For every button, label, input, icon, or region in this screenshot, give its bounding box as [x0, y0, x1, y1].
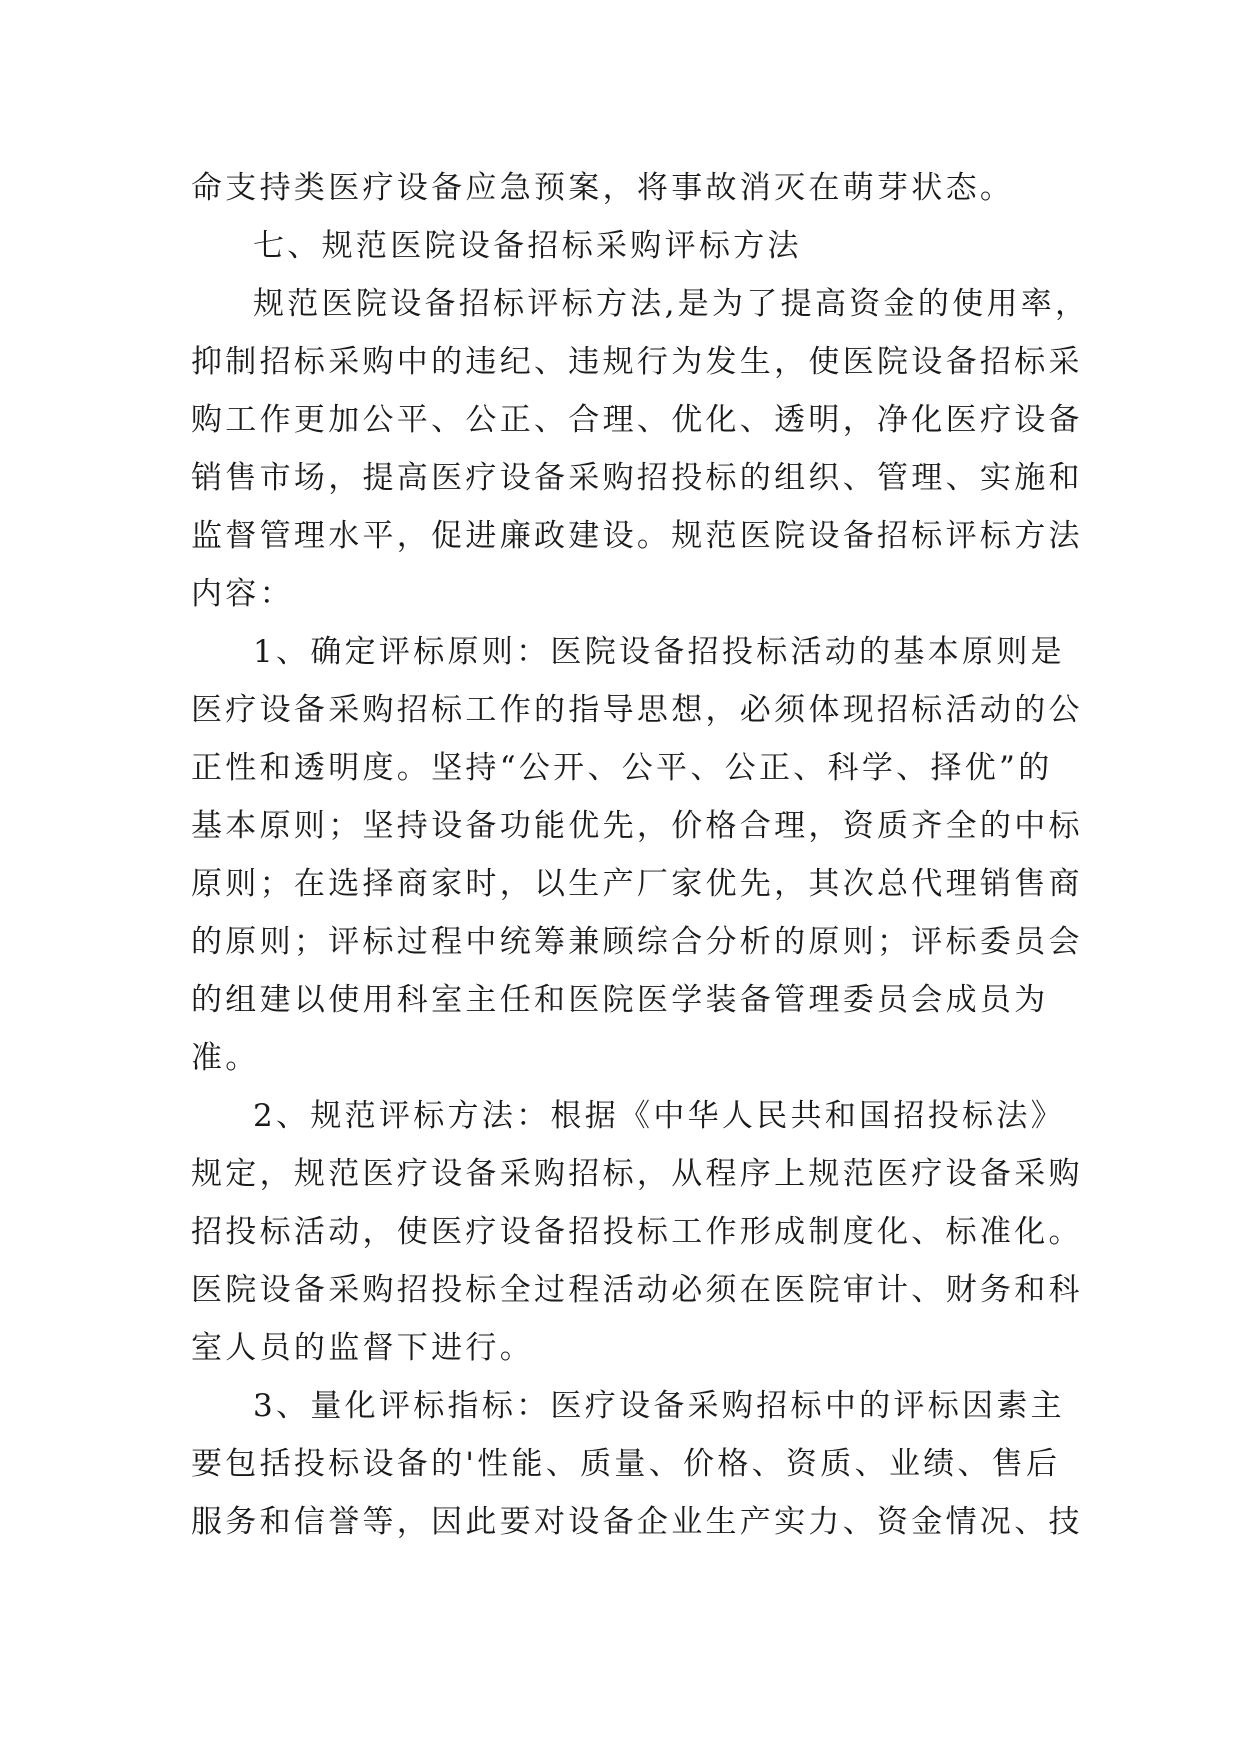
- text-line-12: 基本原则；坚持设备功能优先，价格合理，资质齐全的中标: [191, 808, 1083, 844]
- text-line-17: 2、规范评标方法：根据《中华人民共和国招投标法》: [253, 1098, 1065, 1134]
- text-line-22: 3、量化评标指标：医疗设备采购招标中的评标因素主: [253, 1388, 1065, 1424]
- text-line-15: 的组建以使用科室主任和医院医学装备管理委员会成员为: [191, 982, 1049, 1018]
- text-line-13: 原则；在选择商家时，以生产厂家优先，其次总代理销售商: [191, 866, 1083, 902]
- text-line-6: 销售市场，提高医疗设备采购招投标的组织、管理、实施和: [191, 460, 1083, 496]
- text-line-20: 医院设备采购招投标全过程活动必须在医院审计、财务和科: [191, 1272, 1083, 1308]
- text-line-10: 医疗设备采购招标工作的指导思想，必须体现招标活动的公: [191, 692, 1083, 728]
- text-line-21: 室人员的监督下进行。: [191, 1330, 534, 1366]
- text-line-23: 要包括投标设备的'性能、质量、价格、资质、业绩、售后: [191, 1446, 1061, 1482]
- text-line-18: 规定，规范医疗设备采购招标，从程序上规范医疗设备采购: [191, 1156, 1083, 1192]
- text-line-9: 1、确定评标原则：医院设备招投标活动的基本原则是: [253, 634, 1065, 670]
- text-line-5: 购工作更加公平、公正、合理、优化、透明，净化医疗设备: [191, 402, 1083, 438]
- text-line-24: 服务和信誉等，因此要对设备企业生产实力、资金情况、技: [191, 1504, 1083, 1540]
- text-line-16: 准。: [191, 1040, 260, 1076]
- text-line-4: 抑制招标采购中的违纪、违规行为发生，使医院设备招标采: [191, 344, 1083, 380]
- text-line-7: 监督管理水平，促进廉政建设。规范医院设备招标评标方法: [191, 518, 1083, 554]
- text-line-8: 内容：: [191, 576, 294, 612]
- text-line-11: 正性和透明度。坚持“公开、公平、公正、科学、择优”的: [191, 750, 1053, 786]
- section-heading-7: 七、规范医院设备招标采购评标方法: [253, 228, 802, 264]
- text-line-19: 招投标活动，使医疗设备招投标工作形成制度化、标准化。: [191, 1214, 1083, 1250]
- text-line-3: 规范医院设备招标评标方法,是为了提高资金的使用率，: [253, 286, 1090, 322]
- text-line-1: 命支持类医疗设备应急预案，将事故消灭在萌芽状态。: [191, 170, 1015, 206]
- text-line-14: 的原则；评标过程中统筹兼顾综合分析的原则；评标委员会: [191, 924, 1083, 960]
